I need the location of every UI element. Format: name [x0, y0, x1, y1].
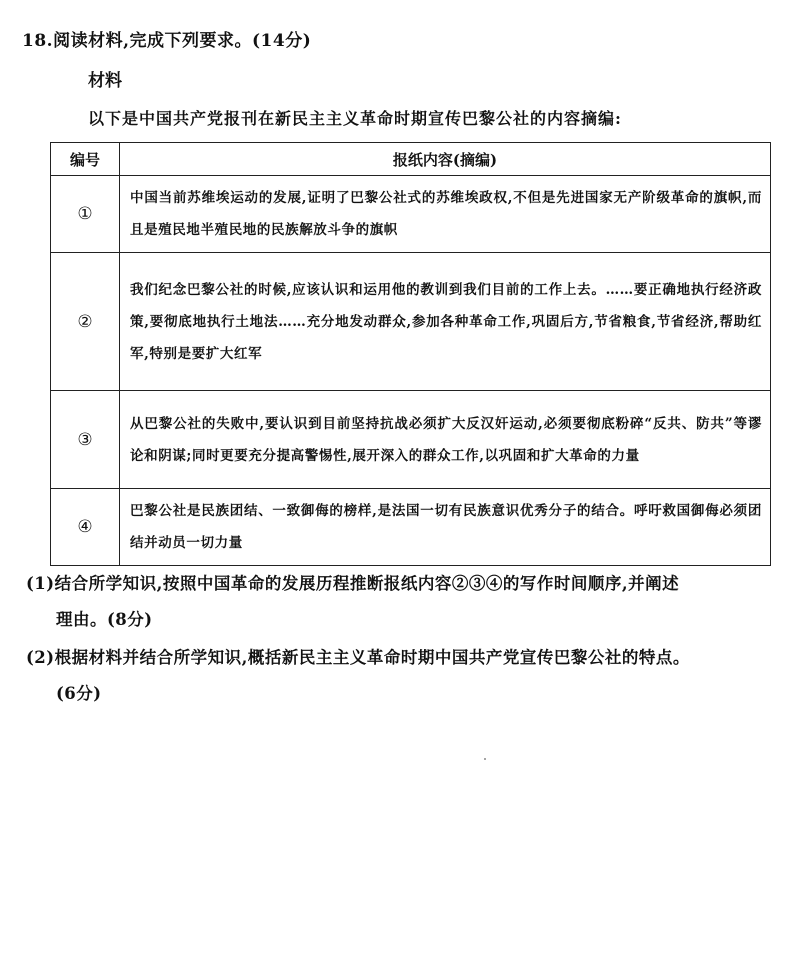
- header-number: 编号: [51, 143, 120, 176]
- row-number: ②: [51, 253, 120, 391]
- header-content: 报纸内容(摘编): [120, 143, 771, 176]
- row-number: ④: [51, 489, 120, 566]
- row-number: ③: [51, 391, 120, 489]
- question-title: 18.阅读材料,完成下列要求。(14分): [22, 31, 312, 51]
- task-1-line2: 理由。(8分): [56, 610, 153, 629]
- task-1: [26, 566, 786, 638]
- task-2-line2: (6分): [56, 684, 102, 703]
- table-row: [51, 391, 771, 489]
- table-row: [51, 489, 771, 566]
- material-label: 材料: [88, 71, 122, 91]
- table-row: [51, 176, 771, 253]
- material-intro: 以下是中国共产党报刊在新民主主义革命时期宣传巴黎公社的内容摘编:: [88, 109, 622, 128]
- newspaper-excerpt-table: [50, 142, 771, 566]
- table-row: [51, 253, 771, 391]
- row-content: 中国当前苏维埃运动的发展,证明了巴黎公社式的苏维埃政权,不但是先进国家无产阶级革命的旗帜,而且是殖民地半殖民地的民族解放斗争的旗帜: [120, 176, 771, 253]
- task-1-line1: (1)结合所学知识,按照中国革命的发展历程推断报纸内容②③④的写作时间顺序,并阐述: [26, 574, 680, 593]
- row-content: 巴黎公社是民族团结、一致御侮的榜样,是法国一切有民族意识优秀分子的结合。呼吁救国御侮必须团结并动员一切力量: [120, 489, 771, 566]
- row-number: ①: [51, 176, 120, 253]
- scan-speck: [484, 758, 486, 760]
- task-2-line1: (2)根据材料并结合所学知识,概括新民主主义革命时期中国共产党宣传巴黎公社的特点。: [26, 648, 690, 667]
- row-content: 我们纪念巴黎公社的时候,应该认识和运用他的教训到我们目前的工作上去。……要正确地执行经济政策,要彻底地执行土地法……充分地发动群众,参加各种革命工作,巩固后方,节省粮食,节省经济,帮助红军,特别是要扩大红军: [120, 253, 771, 391]
- row-content: 从巴黎公社的失败中,要认识到目前坚持抗战必须扩大反汉奸运动,必须要彻底粉碎“反共、防共”等谬论和阴谋;同时更要充分提高警惕性,展开深入的群众工作,以巩固和扩大革命的力量: [120, 391, 771, 489]
- task-2: [26, 640, 786, 712]
- table-header-row: [51, 143, 771, 176]
